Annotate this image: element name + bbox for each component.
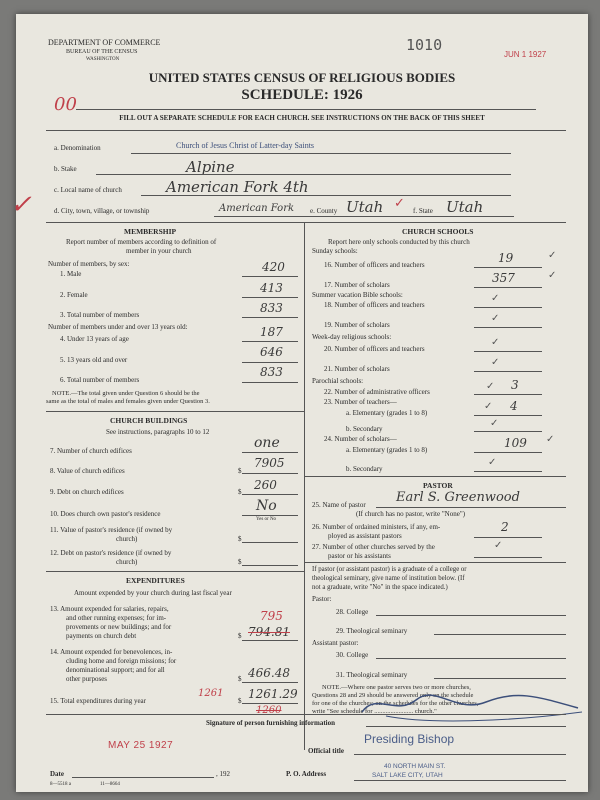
male-label: 1. Male — [60, 270, 82, 278]
weekday-officers-label: 20. Number of officers and teachers — [324, 345, 425, 353]
pastor-title: PASTOR — [423, 481, 453, 490]
scholars-heading: 24. Number of scholars— — [324, 435, 397, 443]
benevolences-label-2: cluding home and foreign missions; for — [66, 657, 177, 665]
pastor-note-4: write "See schedule for ........................ church." — [312, 708, 437, 715]
signature-label: Signature of person furnishing information — [206, 719, 335, 727]
denomination-value: Church of Jesus Christ of Latter-day Saints — [176, 141, 315, 150]
over-13-label: 5. 13 years old and over — [60, 356, 128, 364]
edifices-count-label: 7. Number of church edifices — [50, 447, 132, 455]
running-expenses-revised: 795 — [260, 609, 283, 623]
official-title-label: Official title — [308, 747, 344, 755]
benevolences-label-4: other purposes — [66, 675, 108, 683]
sunday-officers-value: 19 — [498, 251, 514, 265]
total-expenditures-label: 15. Total expenditures during year — [50, 697, 146, 705]
female-value: 413 — [260, 281, 283, 295]
under-13-label: 4. Under 13 years of age — [60, 335, 129, 343]
dollar-sign: $ — [238, 488, 242, 496]
margin-mark: 00 — [54, 94, 77, 115]
graduate-text-1: If pastor (or assistant pastor) is a graduate of a college or — [312, 566, 467, 573]
membership-title: MEMBERSHIP — [124, 227, 177, 236]
dollar-sign: $ — [238, 467, 242, 475]
elementary-teachers-label: a. Elementary (grades 1 to 8) — [346, 409, 428, 417]
elementary-scholars-label: a. Elementary (grades 1 to 8) — [346, 446, 428, 454]
residence-debt-label-2: church) — [116, 558, 138, 566]
running-expenses-label-2: and other running expenses; for im- — [66, 614, 167, 622]
county-check-mark: ✓ — [394, 195, 405, 210]
sunday-officers-label: 16. Number of officers and teachers — [324, 261, 425, 269]
running-expenses-label-3: provements or new buildings; and for — [66, 623, 172, 631]
residence-debt-label-1: 12. Debt on pastor's residence (if owned by — [50, 549, 172, 557]
female-label: 2. Female — [60, 291, 88, 299]
other-churches-label-1: 27. Number of other churches served by the — [312, 543, 435, 551]
male-value: 420 — [262, 260, 285, 274]
instructions-line: FILL OUT A SEPARATE SCHEDULE FOR EACH CHURCH. SEE INSTRUCTIONS ON THE BACK OF THIS SHEET — [119, 114, 485, 122]
bureau-name: BUREAU OF THE CENSUS — [66, 49, 138, 55]
po-address-line-2: SALT LAKE CITY, UTAH — [372, 772, 443, 779]
membership-intro-1: Report number of members according to definition of — [66, 238, 217, 246]
signature-scrawl — [356, 686, 586, 726]
parochial-schools-heading: Parochial schools: — [312, 377, 364, 385]
form-number-2: 11—8664 — [100, 782, 120, 787]
city-label: d. City, town, village, or township — [54, 207, 150, 215]
pastor-college-label: 28. College — [336, 608, 369, 616]
admin-officers-value: 3 — [511, 378, 519, 392]
pastor-sub-label: Pastor: — [312, 595, 332, 603]
owns-residence-value: No — [256, 498, 277, 514]
pastor-note-2: Questions 28 and 29 should be answered only on the schedule — [312, 692, 474, 699]
total-by-age-value: 833 — [260, 365, 283, 379]
benevolences-label-1: 14. Amount expended for benevolences, in- — [50, 648, 173, 656]
graduate-text-2: theological seminary, give name of institution below. (If — [312, 575, 465, 582]
check-mark: ✓ — [491, 313, 500, 324]
stake-value: Alpine — [186, 158, 235, 176]
secondary-teachers-label: b. Secondary — [346, 425, 383, 433]
schedule-title: SCHEDULE: 1926 — [241, 87, 363, 103]
membership-note-1: NOTE.—The total given under Question 6 should be the — [52, 390, 200, 397]
check-mark: ✓ — [491, 293, 500, 304]
bureau-city: WASHINGTON — [86, 57, 120, 62]
check-mark: ✓ — [491, 357, 500, 368]
dollar-sign: $ — [238, 675, 242, 683]
form-number: 8—5518 a — [50, 782, 71, 787]
city-value: American Fork — [219, 203, 295, 214]
county-value: Utah — [346, 198, 384, 216]
pastor-seminary-label: 29. Theological seminary — [336, 627, 408, 635]
sunday-scholars-label: 17. Number of scholars — [324, 281, 390, 289]
summer-officers-label: 18. Number of officers and teachers — [324, 301, 425, 309]
total-expenditures-note: 1261 — [198, 688, 224, 699]
under-13-value: 187 — [260, 325, 283, 339]
dollar-sign: $ — [238, 535, 242, 543]
official-title-value: Presiding Bishop — [364, 732, 455, 746]
schools-sub: Report here only schools conducted by this church — [328, 238, 470, 246]
benevolences-value: 466.48 — [248, 666, 290, 680]
denomination-label: a. Denomination — [54, 144, 101, 152]
dollar-sign: $ — [238, 558, 242, 566]
check-mark: ✓ — [491, 337, 500, 348]
over-13-value: 646 — [260, 345, 283, 359]
local-name-value: American Fork 4th — [166, 178, 309, 196]
edifices-count-value: one — [254, 435, 280, 451]
running-expenses-value: 794.81 — [248, 625, 290, 639]
dept-name: DEPARTMENT OF COMMERCE — [48, 38, 161, 47]
sunday-schools-heading: Sunday schools: — [312, 247, 358, 255]
running-expenses-label-1: 13. Amount expended for salaries, repairs, — [50, 605, 169, 613]
state-label: f. State — [413, 207, 433, 215]
elementary-teachers-value: 4 — [510, 399, 518, 413]
expenditures-sub: Amount expended by your church during last fiscal year — [74, 589, 232, 597]
summer-scholars-label: 19. Number of scholars — [324, 321, 390, 329]
county-label: e. County — [310, 207, 338, 215]
check-mark: ✓ — [490, 418, 499, 429]
date-label: Date — [50, 770, 64, 778]
secondary-scholars-label: b. Secondary — [346, 465, 383, 473]
check-mark: ✓ — [548, 270, 557, 281]
ordained-ministers-value: 2 — [501, 520, 509, 534]
other-churches-label-2: pastor or his assistants — [328, 552, 391, 560]
total-members-value: 833 — [260, 301, 283, 315]
ordained-ministers-label-2: ployed as assistant pastors — [328, 532, 402, 540]
elementary-scholars-value: 109 — [504, 436, 527, 450]
check-mark: ✓ — [494, 540, 503, 551]
edifices-debt-value: 260 — [254, 478, 277, 492]
buildings-title: CHURCH BUILDINGS — [110, 416, 188, 425]
members-by-age-heading: Number of members under and over 13 years old: — [48, 323, 188, 331]
buildings-sub: See instructions, paragraphs 10 to 12 — [106, 428, 210, 436]
main-title: UNITED STATES CENSUS OF RELIGIOUS BODIES — [148, 70, 456, 85]
po-address-label: P. O. Address — [286, 770, 327, 778]
check-mark: ✓ — [484, 401, 493, 412]
stake-label: b. Stake — [54, 165, 77, 173]
owns-residence-label: 10. Does church own pastor's residence — [50, 510, 161, 518]
graduate-text-3: not a graduate, write "No" in the space indicated.) — [312, 584, 448, 591]
sunday-scholars-value: 357 — [492, 271, 515, 285]
members-by-sex-heading: Number of members, by sex: — [48, 260, 130, 268]
residence-value-label-2: church) — [116, 535, 138, 543]
received-stamp: JUN 1 1927 — [504, 50, 547, 59]
total-expenditures-value: 1261.29 — [248, 687, 298, 701]
schedule-number: 1010 — [406, 36, 443, 54]
dollar-sign: $ — [238, 632, 242, 640]
pastor-name-label: 25. Name of pastor — [312, 501, 366, 509]
assistant-pastor-label: Assistant pastor: — [312, 639, 359, 647]
summer-schools-heading: Summer vacation Bible schools: — [312, 291, 403, 299]
dollar-sign: $ — [238, 697, 242, 705]
check-mark: ✓ — [548, 250, 557, 261]
check-mark: ✓ — [488, 457, 497, 468]
expenditures-title: EXPENDITURES — [126, 576, 185, 585]
total-by-age-label: 6. Total number of members — [60, 376, 140, 384]
weekday-schools-heading: Week-day religious schools: — [312, 333, 392, 341]
edifices-value-label: 8. Value of church edifices — [50, 467, 125, 475]
schools-title: CHURCH SCHOOLS — [402, 227, 474, 236]
pastor-none-hint: (If church has no pastor, write "None") — [356, 510, 466, 518]
assistant-seminary-label: 31. Theological seminary — [336, 671, 408, 679]
residence-value-label-1: 11. Value of pastor's residence (if owned by — [50, 526, 173, 534]
ordained-ministers-label-1: 26. Number of ordained ministers, if any, em- — [312, 523, 441, 531]
check-mark: ✓ — [486, 381, 495, 392]
edifices-value-value: 7905 — [254, 456, 285, 470]
edifices-debt-label: 9. Debt on church edifices — [50, 488, 124, 496]
admin-officers-label: 22. Number of administrative officers — [324, 388, 430, 396]
yes-no-hint: Yes or No — [256, 517, 277, 522]
date-stamp: MAY 25 1927 — [108, 740, 174, 751]
census-schedule-sheet — [10, 14, 588, 792]
pastor-note-3: for one of the churches; on the schedules for the other churches, — [312, 700, 479, 707]
total-members-label: 3. Total number of members — [60, 311, 140, 319]
teachers-heading: 23. Number of teachers— — [324, 398, 397, 406]
margin-check-mark: ✓ — [10, 190, 32, 220]
benevolences-label-3: denominational support; and for all — [66, 666, 165, 674]
check-mark: ✓ — [546, 434, 555, 445]
pastor-name-value: Earl S. Greenwood — [396, 490, 520, 505]
state-value: Utah — [446, 198, 484, 216]
running-expenses-label-4: payments on church debt — [66, 632, 137, 640]
po-address-line-1: 40 NORTH MAIN ST. — [384, 763, 446, 770]
local-name-label: c. Local name of church — [54, 186, 122, 194]
weekday-scholars-label: 21. Number of scholars — [324, 365, 390, 373]
assistant-college-label: 30. College — [336, 651, 369, 659]
membership-note-2: same as the total of males and females given under Question 3. — [46, 398, 210, 405]
membership-intro-2: member in your church — [126, 247, 192, 255]
date-year-prefix: , 192 — [216, 770, 230, 778]
total-expenditures-correction: 1260 — [256, 705, 282, 716]
pastor-note-1: NOTE.—Where one pastor serves two or more churches, — [322, 684, 471, 691]
